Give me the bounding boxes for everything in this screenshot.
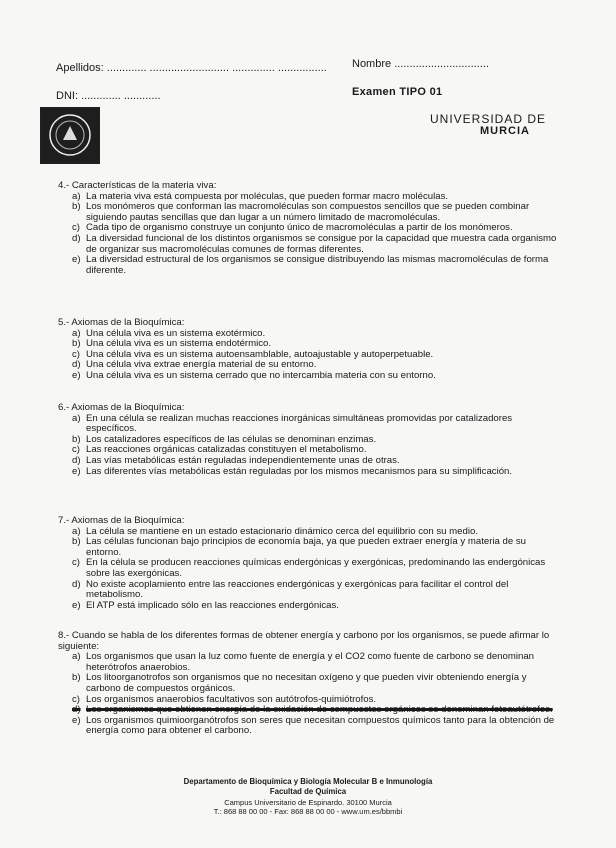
question-title: 5.- Axiomas de la Bioquímica: xyxy=(58,317,185,328)
apellidos-line xyxy=(56,62,327,74)
option-e[interactable]: e) Las diferentes vías metabólicas están reguladas por los mismos mecanismos para su simplificación. xyxy=(72,465,513,477)
footer-faculty: Facultad de Química xyxy=(269,787,347,796)
dni-line xyxy=(56,90,161,102)
dni-label: DNI: xyxy=(56,90,78,102)
option-c[interactable]: c) En la célula se producen reacciones químicas endergónicas y exergónicas, predominando las endergónicas sobre las exergónicas. xyxy=(72,557,546,579)
option-c[interactable]: c) Una célula viva es un sistema autoensamblable, autoajustable y autoperpetuable. xyxy=(72,348,434,360)
option-a[interactable]: a) Los organismos que usan la luz como fuente de energía y el CO2 como fuente de carbono se denominan heterótrofos anaerobios. xyxy=(72,651,534,673)
option-a[interactable]: a) La materia viva está compuesta por moléculas, que pueden formar macro moléculas. xyxy=(72,190,449,202)
option-e[interactable]: e) El ATP está implicado sólo en las reacciones endergónicas. xyxy=(72,599,339,611)
option-c[interactable]: c) Los organismos anaerobios facultativos son autótrofos-quimiótrofos. xyxy=(72,693,377,705)
question-6 xyxy=(58,403,558,477)
option-a[interactable]: a) En una célula se realizan muchas reacciones inorgánicas simultáneas promovidas por catalizadores específicos. xyxy=(72,412,513,435)
university-seal-icon xyxy=(40,107,100,164)
option-d[interactable]: d) La diversidad funcional de los distintos organismos se consigue por la capacidad que muestra cada organismo de organizar sus macromoléculas comunes de formas diferentes. xyxy=(72,232,557,255)
option-c[interactable]: c) Las reacciones orgánicas catalizadas constituyen el metabolismo. xyxy=(72,444,367,456)
question-title: 4.- Características de la materia viva: xyxy=(58,180,217,191)
option-b[interactable]: b) Las células funcionan bajo principios de economía baja, ya que pueden extraer energía y materia de su entorno. xyxy=(72,536,526,558)
question-title: 8.- Cuando se habla de los diferentes formas de obtener energía y carbono por los organismos, se puede afirmar lo siguiente: xyxy=(58,630,550,652)
exam-title: Examen TIPO 01 xyxy=(352,86,443,98)
question-4 xyxy=(58,181,558,276)
university-name-line1: UNIVERSIDAD DE xyxy=(430,112,547,126)
nombre-label: Nombre xyxy=(352,58,392,70)
option-b[interactable]: b) Una célula viva es un sistema endotérmico. xyxy=(72,338,272,350)
option-d[interactable]: d) No existe acoplamiento entre las reacciones endergónicas y exergónicas para facilitar el control del metabolismo. xyxy=(72,578,509,601)
option-b[interactable]: b) Los catalizadores específicos de las células se denominan enzimas. xyxy=(72,433,377,445)
option-c[interactable]: c) Cada tipo de organismo construye un conjunto único de macromoléculas a partir de los monómeros. xyxy=(72,222,513,234)
option-a[interactable]: a) Una célula viva es un sistema exotérmico. xyxy=(72,327,266,339)
option-b[interactable]: b) Los monómeros que conforman las macromoléculas son compuestos sencillos que se pueden combinar siguiendo pautas sencillas que dan lugar a un número limitado de macromoléculas. xyxy=(72,201,530,223)
question-8 xyxy=(58,631,558,737)
option-a[interactable]: a) La célula se mantiene en un estado estacionario dinámico cerca del equilibrio con su medio. xyxy=(72,525,478,537)
nombre-dots: ............................... xyxy=(394,58,489,70)
question-5 xyxy=(58,318,558,382)
footer-department: Departamento de Bioquímica y Biología Molecular B e Inmunología xyxy=(183,777,433,786)
footer-contact: T.: 868 88 00 00 - Fax: 868 88 00 00 - www.um.es/bbmbi xyxy=(213,807,403,816)
question-title: 7.- Axiomas de la Bioquímica: xyxy=(58,515,185,526)
question-7 xyxy=(58,516,558,611)
option-d[interactable]: d) Una célula viva extrae energía material de su entorno. xyxy=(72,359,317,371)
footer-address: Campus Universitario de Espinardo. 30100 Murcia xyxy=(224,798,392,807)
option-e[interactable]: e) Una célula viva es un sistema cerrado que no intercambia materia con su entorno. xyxy=(72,369,436,381)
option-d-struck[interactable]: d) Los organismos que obtienen energía de la oxidación de compuestos orgánicos se denominan fotoautótrofos. xyxy=(72,704,553,716)
option-e[interactable]: e) Los organismos quimioorganótrofos son seres que necesitan compuestos químicos tanto para la obtención de energía como para obtener el carbono. xyxy=(72,714,555,737)
apellidos-label: Apellidos: xyxy=(56,62,104,74)
apellidos-dots: ............. .......................... .............. ................ xyxy=(106,62,327,74)
nombre-line xyxy=(352,58,489,70)
question-title: 6.- Axiomas de la Bioquímica: xyxy=(58,402,185,413)
option-d[interactable]: d) Las vías metabólicas están reguladas independientemente unas de otras. xyxy=(72,454,400,466)
dni-dots: ............. ............ xyxy=(81,90,161,102)
option-e[interactable]: e) La diversidad estructural de los organismos se consigue distribuyendo las mismas macromoléculas de forma diferente. xyxy=(72,254,549,276)
university-name-line2: MURCIA xyxy=(480,125,530,137)
option-b[interactable]: b) Los litoorganotrofos son organismos que no necesitan oxígeno y que pueden vivir obteniendo energía y carbono de compuestos orgánicos. xyxy=(72,672,527,694)
